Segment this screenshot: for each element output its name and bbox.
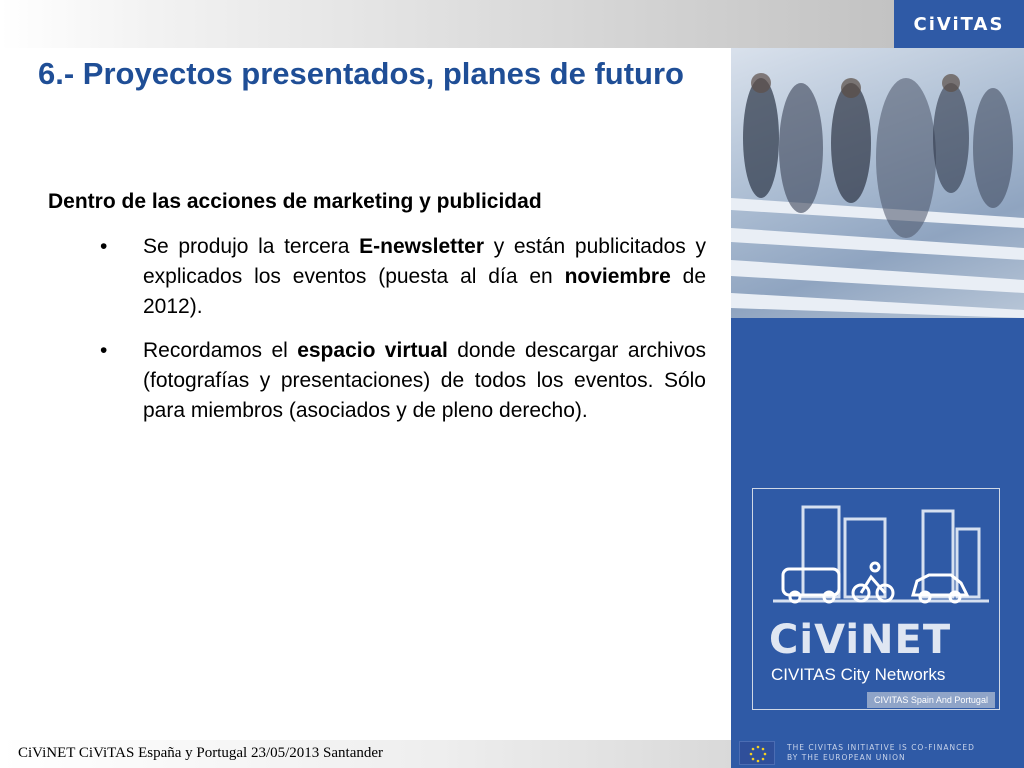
bullet-text: Se produjo la tercera [143,235,360,258]
bullet-bold-text: noviembre [564,265,671,288]
civitas-brand [894,0,1024,48]
bullet-text: y están publicitados y explicados los eventos (puesta al día en [143,235,706,288]
eu-text-line-2: BY THE EUROPEAN UNION [787,753,906,762]
eu-text-line-1: THE CIVITAS INITIATIVE IS CO-FINANCED [787,743,975,752]
bullet-list [100,232,706,440]
eu-cofinance-box [731,737,1024,768]
page-title: 6.- Proyectos presentados, planes de futuro [38,56,684,91]
city-skyline-icon [753,489,1001,619]
bullet-text: Recordamos el [143,339,298,362]
logo-subtitle: CIVITAS City Networks [771,665,946,684]
section-heading: Dentro de las acciones de marketing y publicidad [48,190,542,213]
bullet-item [100,232,706,322]
bullet-bold-text: espacio virtual [297,339,448,362]
footer-text: CiViNET CiViTAS España y Portugal 23/05/2013 Santander [18,745,384,761]
bullet-bold-text: E-newsletter [359,235,485,258]
eu-text [787,743,975,763]
top-bar [0,0,1024,48]
bullet-text: de 2012). [143,265,706,318]
bullet-item [100,336,706,426]
brand-text: CiViTAS [913,13,1005,35]
bullet-dot-icon: • [100,235,108,258]
bullet-text: donde descargar archivos (fotografías y presentaciones) de todos los eventos. Sólo para miembros (asociados y de pleno derecho). [143,339,707,422]
eu-flag-icon [739,741,775,765]
logo-tagline: CIVITAS Spain And Portugal [867,692,995,708]
logo-title: CiViNET [769,617,952,663]
crowd-photo [731,48,1024,318]
bullet-dot-icon: • [100,339,108,362]
civinet-logo [752,488,1000,710]
